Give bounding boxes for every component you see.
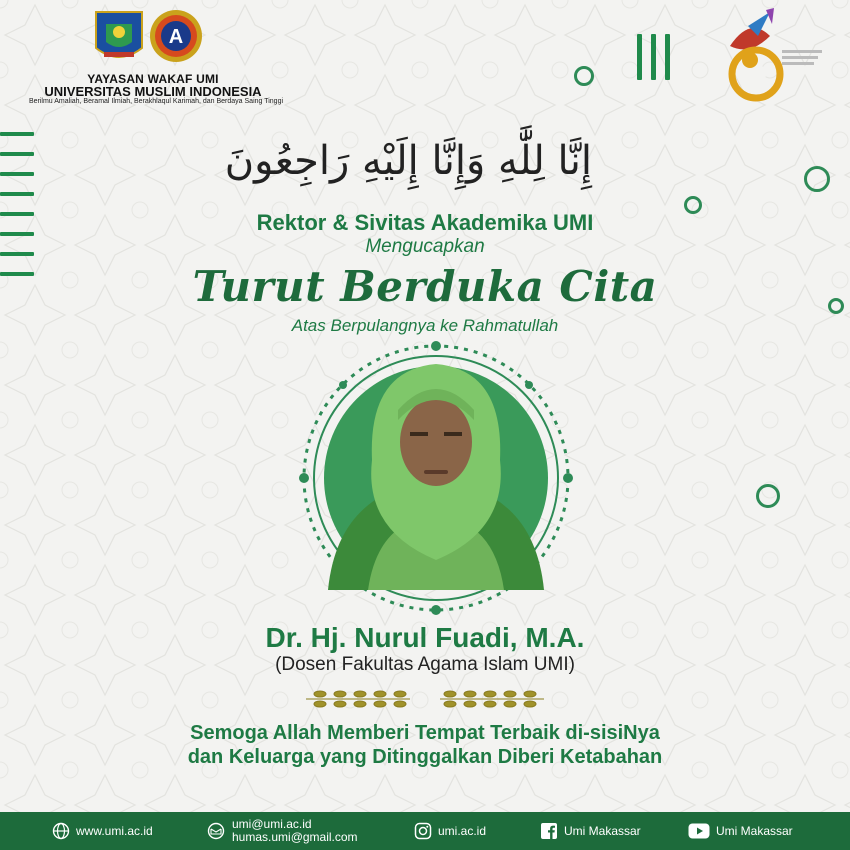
- decor-stripe: [0, 132, 34, 136]
- facebook-icon: [540, 822, 558, 840]
- decor-ring: [574, 66, 594, 86]
- prayer-line-1: Semoga Allah Memberi Tempat Terbaik di-sisiNya: [190, 722, 660, 744]
- deceased-name: Dr. Hj. Nurul Fuadi, M.A.: [265, 622, 585, 653]
- org-foundation-name: YAYASAN WAKAF UMI: [87, 72, 219, 86]
- decor-stripe: [0, 172, 34, 176]
- instagram-text: umi.ac.id: [438, 824, 487, 838]
- decor-ring: [756, 484, 780, 508]
- youtube-text: Umi Makassar: [716, 824, 793, 838]
- decor-bar: [651, 34, 656, 80]
- prayer-line-2: dan Keluarga yang Ditinggalkan Diberi Ketabahan: [187, 746, 663, 768]
- sender-line: Rektor & Sivitas Akademika UMI: [256, 210, 594, 235]
- footer-website[interactable]: [52, 812, 153, 850]
- condolence-headline: Turut Berduka Cita: [192, 262, 658, 311]
- deceased-position: (Dosen Fakultas Agama Islam UMI): [275, 654, 575, 675]
- email-1-text: umi@umi.ac.id: [232, 817, 312, 831]
- condolence-subline: Atas Berpulangnya ke Rahmatullah: [291, 316, 559, 335]
- laurel-divider: [300, 686, 550, 712]
- anniversary-logo: [710, 6, 830, 110]
- footer-instagram[interactable]: [414, 812, 486, 850]
- youtube-icon: [688, 823, 710, 839]
- email-2-text: humas.umi@gmail.com: [232, 830, 358, 844]
- university-logos: [92, 8, 204, 68]
- email-at-icon: [206, 822, 226, 840]
- globe-icon: [52, 822, 70, 840]
- university-name: UNIVERSITAS MUSLIM INDONESIA: [44, 84, 262, 99]
- footer-bar: [0, 812, 850, 850]
- website-text: www.umi.ac.id: [76, 824, 153, 838]
- decor-bar: [665, 34, 670, 80]
- decor-stripe: [0, 192, 34, 196]
- portrait-frame: [298, 340, 574, 616]
- verb-line: Mengucapkan: [365, 236, 485, 257]
- footer-email[interactable]: [206, 812, 358, 850]
- decor-stripe: [0, 152, 34, 156]
- footer-facebook[interactable]: [540, 812, 641, 850]
- svg-text:A: A: [168, 26, 184, 48]
- arabic-calligraphy: إِنَّا لِلَّٰهِ وَإِنَّا إِلَيْهِ رَاجِعُونَ: [224, 138, 592, 184]
- university-tagline: Berilmu Amaliah, Beramal Ilmiah, Berakhlaqul Karimah, dan Berdaya Saing Tinggi: [28, 98, 284, 105]
- footer-youtube[interactable]: [688, 812, 793, 850]
- facebook-text: Umi Makassar: [564, 824, 641, 838]
- decor-bar: [637, 34, 642, 80]
- instagram-icon: [414, 822, 432, 840]
- decor-ring: [804, 166, 830, 192]
